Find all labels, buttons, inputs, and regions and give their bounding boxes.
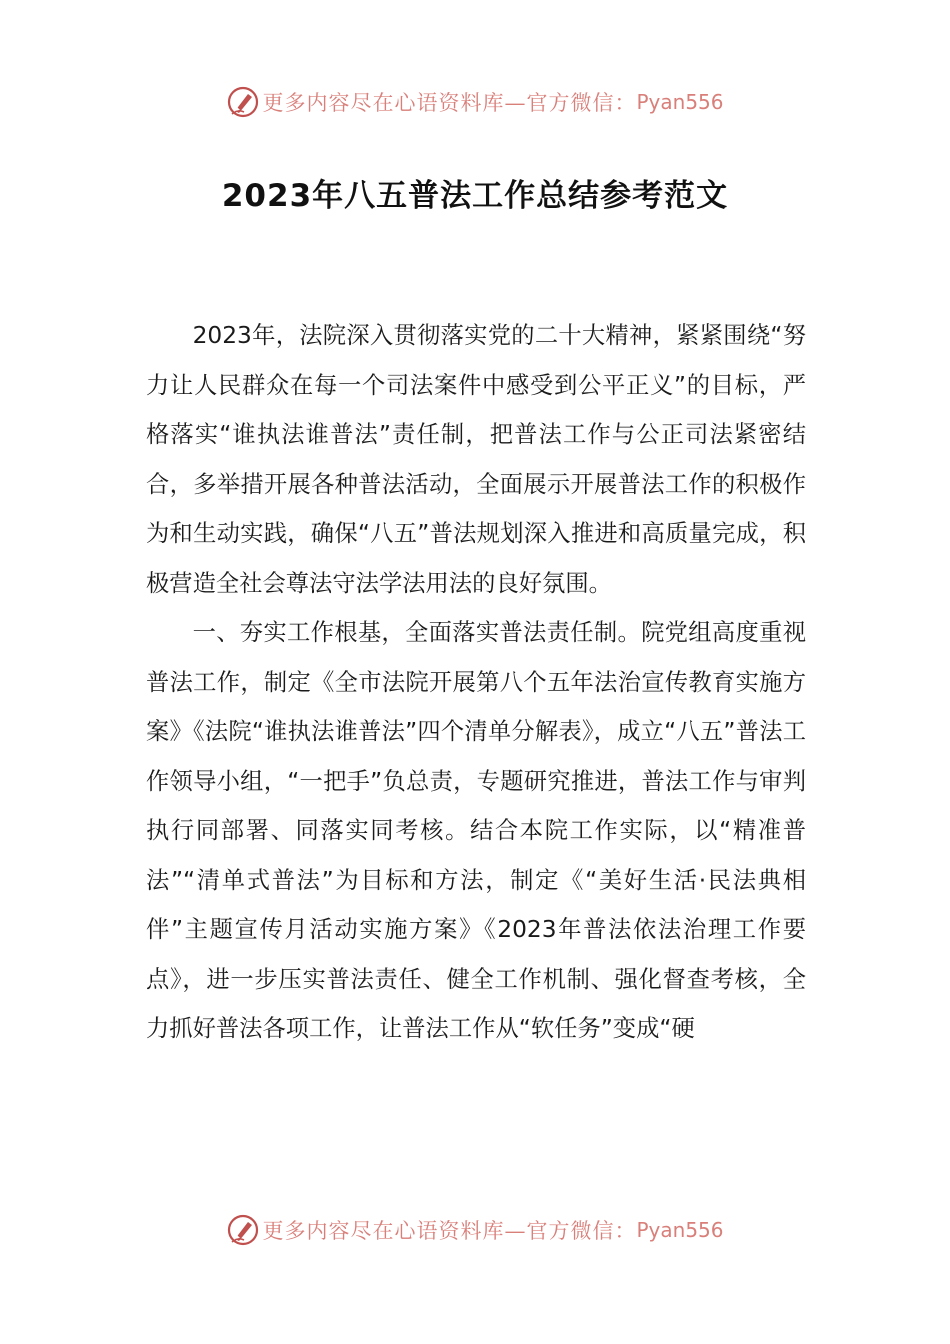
paragraph-intro: 2023年，法院深入贯彻落实党的二十大精神，紧紧围绕“努力让人民群众在每一个司法案件中感受到公平正义”的目标，严格落实“谁执法谁普法”责任制，把普法工作与公正司法紧密结合，多举措开展各种普法活动，全面展示开展普法工作的积极作为和生动实践，确保“八五”普法规划深入推进和高质量完成，积极营造全社会尊法守法学法用法的良好氛围。: [146, 322, 806, 597]
paragraph-section-one: 一、夯实工作根基，全面落实普法责任制。院党组高度重视普法工作，制定《全市法院开展第八个五年法治宣传教育实施方案》《法院“谁执法谁普法”四个清单分解表》，成立“八五”普法工作领导小组，“一把手”负总责，专题研究推进，普法工作与审判执行同部署、同落实同考核。结合本院工作实际，以“精准普法”“清单式普法”为目标和方法，制定《“美好生活·民法典相伴”主题宣传月活动实施方案》《2023年普法依法治理工作要点》，进一步压实普法责任、健全工作机制、强化督查考核，全力抓好普法各项工作，让普法工作从“软任务”变成“硬: [146, 619, 806, 1042]
watermark-handle: Pyan556: [636, 1218, 724, 1242]
watermark-text: 更多内容尽在心语资料库—官方微信：: [262, 91, 637, 115]
watermark-text: 更多内容尽在心语资料库—官方微信：: [262, 1219, 637, 1243]
document-title: 2023年八五普法工作总结参考范文: [221, 178, 729, 214]
document-body: [146, 311, 806, 1054]
pen-logo-icon: [226, 1213, 260, 1247]
watermark-handle: Pyan556: [636, 90, 724, 114]
pen-logo-icon: [226, 85, 260, 119]
footer-watermark: [0, 1210, 950, 1250]
header-watermark: [0, 82, 950, 122]
